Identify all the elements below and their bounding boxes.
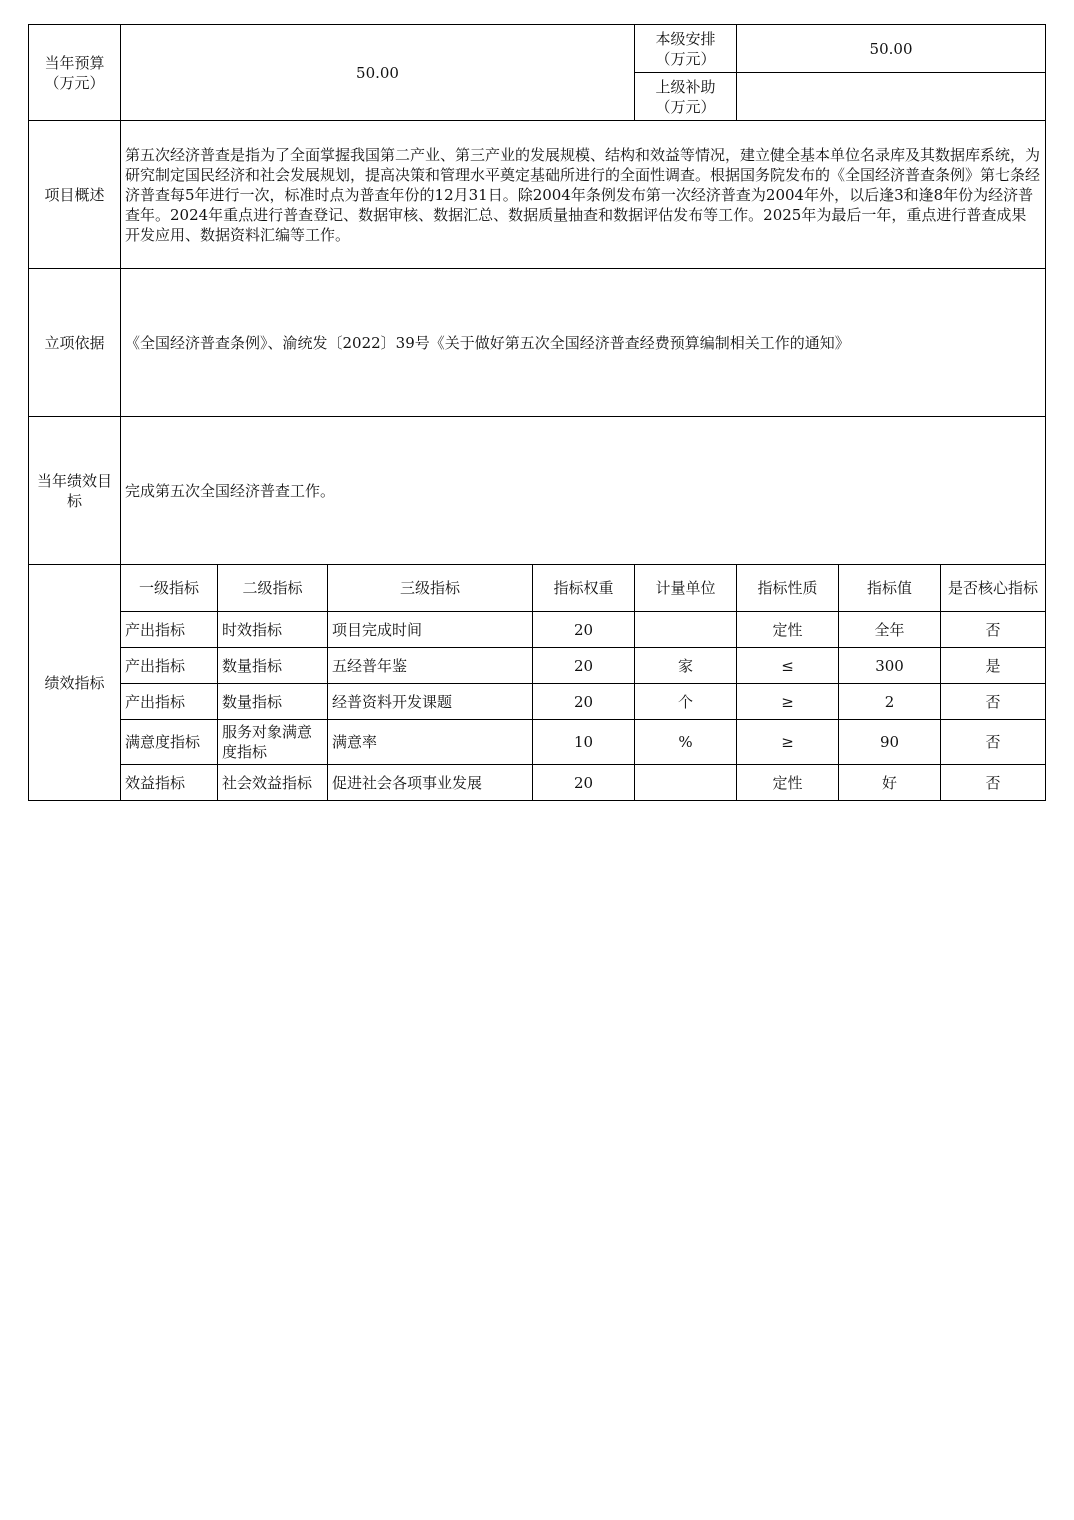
header-level3: 三级指标 — [328, 565, 533, 612]
goal-label-line1: 当年绩效目 — [36, 471, 112, 490]
indicators-label: 绩效指标 — [29, 565, 121, 801]
cell-core: 是 — [941, 648, 1046, 684]
cell-unit — [635, 612, 737, 648]
header-core: 是否核心指标 — [941, 565, 1046, 612]
cell-level3: 五经普年鉴 — [328, 648, 533, 684]
cell-weight: 20 — [533, 612, 635, 648]
cell-core: 否 — [941, 720, 1046, 765]
cell-nature: ≤ — [737, 648, 839, 684]
cell-level2: 服务对象满意度指标 — [218, 720, 328, 765]
cell-unit: 家 — [635, 648, 737, 684]
budget-label-line2: （万元） — [44, 73, 105, 92]
overview-label: 项目概述 — [29, 121, 121, 269]
own-funding-label-line2: （万元） — [655, 49, 716, 68]
header-level2: 二级指标 — [218, 565, 328, 612]
basis-text: 《全国经济普查条例》、渝统发〔2022〕39号《关于做好第五次全国经济普查经费预算编制相关工作的通知》 — [121, 269, 1046, 417]
budget-total-value: 50.00 — [121, 25, 635, 121]
cell-level3: 促进社会各项事业发展 — [328, 765, 533, 801]
own-funding-value: 50.00 — [737, 25, 1046, 73]
cell-weight: 20 — [533, 765, 635, 801]
project-performance-table — [28, 24, 1046, 801]
table-row — [29, 648, 1046, 684]
cell-level2: 社会效益指标 — [218, 765, 328, 801]
cell-value: 90 — [839, 720, 941, 765]
upper-subsidy-label — [635, 73, 737, 121]
cell-core: 否 — [941, 684, 1046, 720]
header-nature: 指标性质 — [737, 565, 839, 612]
cell-weight: 10 — [533, 720, 635, 765]
cell-level2: 数量指标 — [218, 648, 328, 684]
header-weight: 指标权重 — [533, 565, 635, 612]
table-row — [29, 612, 1046, 648]
header-unit: 计量单位 — [635, 565, 737, 612]
upper-subsidy-label-line1: 上级补助 — [655, 77, 716, 96]
own-funding-label — [635, 25, 737, 73]
cell-level1: 满意度指标 — [121, 720, 218, 765]
goal-text: 完成第五次全国经济普查工作。 — [121, 417, 1046, 565]
cell-weight: 20 — [533, 684, 635, 720]
budget-label-line1: 当年预算 — [44, 53, 105, 72]
cell-level1: 产出指标 — [121, 612, 218, 648]
cell-unit: % — [635, 720, 737, 765]
cell-value: 全年 — [839, 612, 941, 648]
goal-label — [29, 417, 121, 565]
cell-nature: ≥ — [737, 720, 839, 765]
cell-unit — [635, 765, 737, 801]
cell-level2: 数量指标 — [218, 684, 328, 720]
cell-nature: 定性 — [737, 612, 839, 648]
cell-level3: 经普资料开发课题 — [328, 684, 533, 720]
cell-value: 好 — [839, 765, 941, 801]
cell-weight: 20 — [533, 648, 635, 684]
table-row — [29, 684, 1046, 720]
own-funding-label-line1: 本级安排 — [655, 29, 716, 48]
header-level1: 一级指标 — [121, 565, 218, 612]
overview-text: 第五次经济普查是指为了全面掌握我国第二产业、第三产业的发展规模、结构和效益等情况，建立健全基本单位名录库及其数据库系统，为研究制定国民经济和社会发展规划，提高决策和管理水平奠定基础所进行的全面性调查。根据国务院发布的《全国经济普查条例》第七条经济普查每5年进行一次，标准时点为普查年份的12月31日。除2004年条例发布第一次经济普查为2004年外，以后逢3和逢8年份为经济普查年。2024年重点进行普查登记、数据审核、数据汇总、数据质量抽查和数据评估发布等工作。2025年为最后一年，重点进行普查成果开发应用、数据资料汇编等工作。 — [121, 121, 1046, 269]
cell-core: 否 — [941, 765, 1046, 801]
cell-nature: ≥ — [737, 684, 839, 720]
cell-value: 300 — [839, 648, 941, 684]
upper-subsidy-value — [737, 73, 1046, 121]
cell-value: 2 — [839, 684, 941, 720]
basis-label: 立项依据 — [29, 269, 121, 417]
cell-level2: 时效指标 — [218, 612, 328, 648]
cell-level3: 项目完成时间 — [328, 612, 533, 648]
cell-level1: 产出指标 — [121, 648, 218, 684]
cell-level1: 产出指标 — [121, 684, 218, 720]
table-row — [29, 765, 1046, 801]
cell-core: 否 — [941, 612, 1046, 648]
header-value: 指标值 — [839, 565, 941, 612]
cell-level1: 效益指标 — [121, 765, 218, 801]
upper-subsidy-label-line2: （万元） — [655, 97, 716, 116]
goal-label-line2: 标 — [66, 491, 82, 510]
budget-label — [29, 25, 121, 121]
cell-unit: 个 — [635, 684, 737, 720]
table-row — [29, 720, 1046, 765]
cell-nature: 定性 — [737, 765, 839, 801]
cell-level3: 满意率 — [328, 720, 533, 765]
